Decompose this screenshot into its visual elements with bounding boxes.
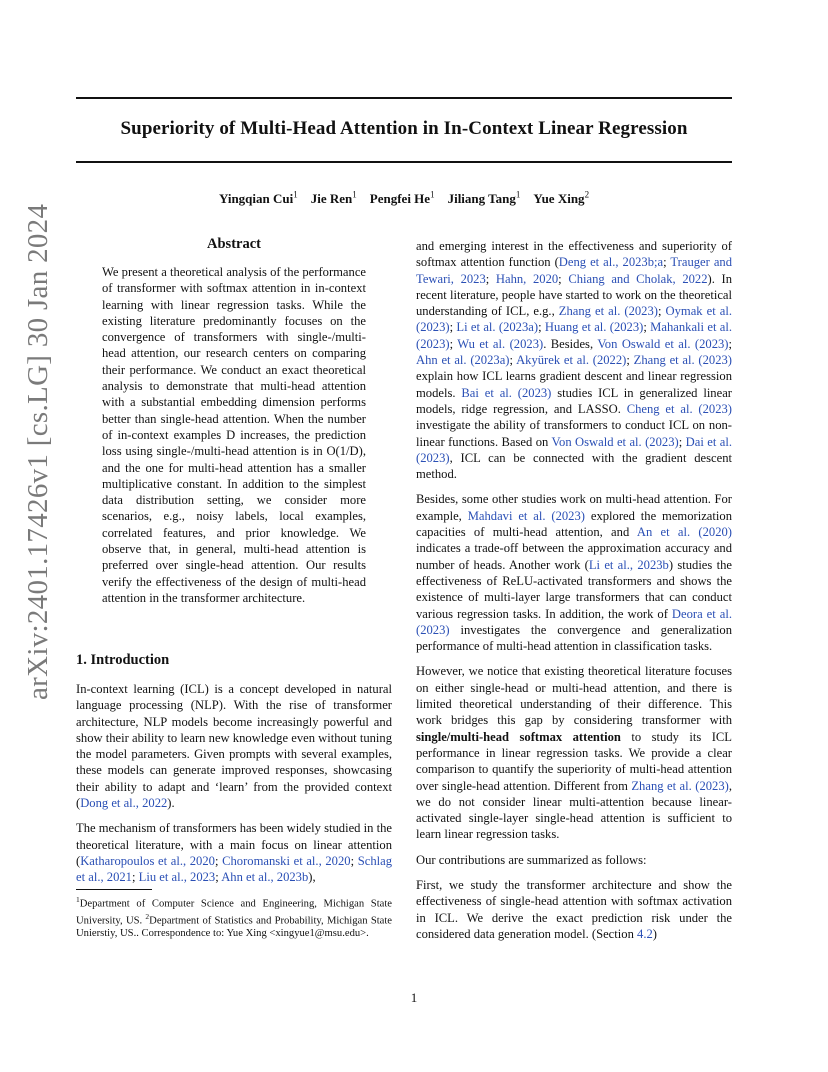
footnote-text: Department of Computer Science and Engineering, Michigan State University, US.: [76, 898, 392, 927]
citation-link[interactable]: Cheng et al. (2023): [626, 401, 733, 416]
text-run: However, we notice that existing theoretical literature focuses on either single-head or multi-head attention, and there is limited theoretical understanding of their difference. This work bridges this gap by considering transformer with: [416, 664, 732, 728]
author-name: Yue Xing$^2$: [533, 190, 590, 207]
bold-emphasis: single/multi-head softmax attention: [416, 729, 621, 744]
author-name: Jie Ren$^1$: [310, 190, 357, 207]
citation-link[interactable]: Hahn, 2020: [495, 271, 559, 286]
abstract-paragraph: We present a theoretical analysis of the performance of transformer with softmax attention in in-context learning with linear regression tasks. While the existing literature predominantly focuses on the convergence of transformers with single-/multi-head attention, our research centers on comparing their performance. We conduct an exact theoretical analysis to demonstrate that multi-head attention with a substantial embedding dimension performs better than single-head attention. When the number of in-context examples D increases, the prediction loss using single-/multi-head attention is in O(1/D), and the one for multi-head attention has a smaller multiplicative constant. In addition to the simplest data distribution setting, we consider more scenarios, e.g., noisy labels, local examples, correlated features, and prior knowledge. We observe that, in general, multi-head attention is preferred over single-head attention. Our results verify the effectiveness of the design of multi-head attention in the transformer architecture.: [102, 265, 366, 605]
footnote-rule: [76, 889, 152, 890]
text-run: ;: [214, 853, 223, 868]
paragraph: [416, 491, 732, 654]
title-bottom-rule: [76, 161, 732, 163]
page-number: 1: [410, 990, 418, 1005]
paragraph: [416, 663, 732, 842]
text-run: . Besides,: [543, 336, 598, 351]
text-run: indicates a trade-off between the approximation accuracy and number of heads. Another work (: [416, 541, 732, 572]
paragraph: [76, 820, 392, 885]
citation-link[interactable]: Mahankali et al. (2023): [416, 320, 732, 351]
affiliation-marker: 1: [293, 190, 298, 200]
text-run: ;: [728, 336, 732, 351]
text-run: ;: [678, 434, 686, 449]
citation-link[interactable]: Akyürek et al. (2022): [516, 353, 627, 368]
text-run: ): [652, 926, 657, 941]
citation-link[interactable]: Chiang and Cholak, 2022: [568, 271, 708, 286]
footnote-marker: 2: [145, 912, 150, 922]
paragraph: [76, 681, 392, 811]
text-run: ;: [643, 320, 651, 335]
title-top-rule: [76, 97, 732, 99]
text-run: ) studies the effectiveness of ReLU-activated transformers and shows the existence of multi-layer large transformers that can conduct various regression tasks. In addition, the work of: [416, 557, 732, 621]
text-run: ;: [215, 870, 222, 885]
citation-link[interactable]: Oymak et al. (2023): [416, 304, 732, 335]
text-run: ;: [558, 271, 569, 286]
citation-link[interactable]: Von Oswald et al. (2023): [597, 336, 729, 351]
author-name: Jiliang Tang$^1$: [447, 190, 521, 207]
citation-link[interactable]: Li et al., 2023b: [588, 557, 669, 572]
citation-link[interactable]: Wu et al. (2023): [457, 336, 544, 351]
right-column-text: [416, 238, 732, 951]
text-run: and emerging interest in the effectiveness and superiority of softmax attention function (: [416, 239, 732, 270]
citation-link[interactable]: Zhang et al. (2023): [631, 778, 729, 793]
citation-link[interactable]: Dai et al. (2023): [416, 434, 733, 465]
text-run: In-context learning (ICL) is a concept developed in natural language processing (NLP). With the rise of transformer architecture, NLP models become increasingly powerful and show their ability to learn new knowledge even without tuning the model parameters. Given prompts with several examples, these models can generate improved responses, showcasing their ability to adapt and ‘learn’ from the provided context (: [76, 682, 392, 811]
citation-link[interactable]: 4.2: [637, 926, 653, 941]
footnote-text: Department of Statistics and Probability, Michigan State Unierstiy, US.. Correspondence to: Yue Xing <xingyue1@msu.edu>.: [76, 915, 392, 940]
citation-link[interactable]: Trauger and Tewari, 2023: [416, 255, 732, 286]
citation-link[interactable]: Von Oswald et al. (2023): [551, 434, 679, 449]
text-run: Our contributions are summarized as follows:: [416, 852, 647, 867]
citation-link[interactable]: Zhang et al. (2023): [558, 304, 658, 319]
paper-title: Superiority of Multi-Head Attention in In-Context Linear Regression: [120, 118, 688, 139]
citation-link[interactable]: Huang et al. (2023): [544, 320, 644, 335]
text-run: investigate the ability of transformers to conduct ICL on non-linear functions. Based on: [416, 418, 732, 449]
citation-link[interactable]: Deng et al., 2023b;a: [558, 255, 664, 270]
abstract-heading: Abstract: [207, 236, 261, 252]
text-run: explain how ICL learns gradient descent and linear regression models.: [416, 369, 732, 400]
text-run: ;: [485, 271, 496, 286]
text-run: First, we study the transformer architecture and show the effectiveness of single-head attention with softmax activation in ICL. We derive the exact prediction risk under the considered data generation model. (Section: [416, 877, 732, 941]
author-name: Yingqian Cui$^1$: [218, 190, 298, 207]
text-run: ;: [509, 353, 517, 368]
citation-link[interactable]: Katharopoulos et al., 2020: [80, 853, 215, 868]
text-run: ). In recent literature, people have started to work on the theoretical understanding of ICL, e.g.,: [416, 271, 732, 319]
affiliation-footnote: [76, 894, 392, 941]
author-name: Pengfei He$^1$: [369, 190, 435, 207]
text-run: to study its ICL performance in linear regression tasks. We provide a clear comparison to quantify the superiority of multi-head attention over single-head attention. Different from: [416, 729, 732, 793]
citation-link[interactable]: Mahdavi et al. (2023): [467, 508, 585, 523]
section-heading-introduction: 1. Introduction: [76, 652, 170, 668]
affiliation-marker: 1: [515, 190, 521, 200]
text-run: , ICL can be connected with the gradient descent method.: [416, 450, 732, 482]
text-run: ),: [308, 870, 316, 885]
abstract-body: [102, 264, 366, 615]
citation-link[interactable]: Ahn et al. (2023a): [416, 353, 510, 368]
citation-link[interactable]: Zhang et al. (2023): [633, 353, 733, 368]
text-run: ;: [538, 320, 545, 335]
citation-link[interactable]: Liu et al., 2023: [138, 870, 216, 885]
citation-link[interactable]: Bai et al. (2023): [461, 385, 552, 400]
text-run: ;: [626, 353, 634, 368]
paragraph: [416, 852, 732, 868]
text-run: ;: [131, 870, 139, 885]
citation-link[interactable]: An et al. (2020): [636, 525, 732, 540]
text-run: studies ICL in generalized linear models, ridge regression, and LASSO.: [416, 385, 732, 416]
citation-link[interactable]: Li et al. (2023a): [456, 320, 539, 335]
author-list: [76, 190, 732, 207]
citation-link[interactable]: Schlag et al., 2021: [76, 853, 392, 885]
paragraph: [416, 238, 732, 482]
affiliation-marker: 2: [584, 190, 590, 200]
citation-link[interactable]: Ahn et al., 2023b: [221, 870, 309, 885]
text-run: ).: [167, 796, 175, 811]
text-run: The mechanism of transformers has been widely studied in the theoretical literature, with a main focus on linear attention (: [76, 821, 392, 868]
text-run: investigates the convergence and generalization performance of multi-head attention in classification tasks.: [416, 622, 732, 654]
left-column-text: [76, 681, 392, 895]
citation-link[interactable]: Dong et al., 2022: [80, 796, 168, 811]
text-run: ;: [663, 255, 671, 270]
text-run: ;: [449, 336, 458, 351]
citation-link[interactable]: Deora et al. (2023): [416, 606, 732, 637]
text-run: , we do not consider linear multi-attention because linear-activated single-layer single-head attention is sufficient to learn linear regression tasks.: [416, 778, 732, 842]
text-run: ;: [350, 853, 358, 868]
affiliation-marker: 1: [352, 190, 357, 200]
text-run: Besides, some other studies work on multi-head attention. For example,: [416, 492, 732, 523]
citation-link[interactable]: Choromanski et al., 2020: [222, 853, 351, 868]
paragraph: [416, 877, 732, 942]
text-run: explored the memorization capacities of multi-head attention, and: [416, 508, 732, 540]
affiliation-marker: 1: [430, 190, 435, 200]
text-run: ;: [657, 304, 666, 319]
arxiv-identifier[interactable]: arXiv:2401.17426v1 [cs.LG] 30 Jan 2024: [22, 203, 54, 700]
text-run: ;: [449, 320, 457, 335]
footnote-marker: 1: [76, 895, 80, 904]
